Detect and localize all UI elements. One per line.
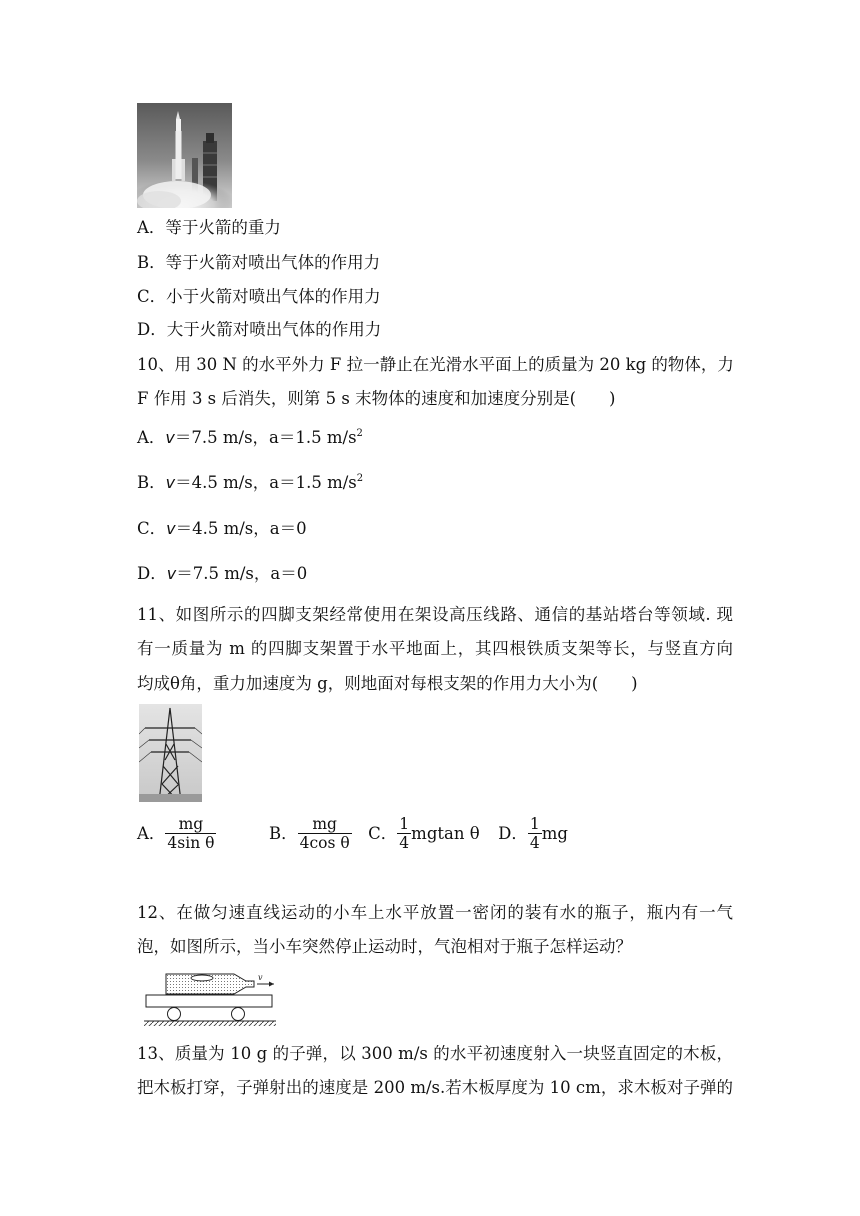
velocity-symbol: v: [166, 519, 176, 538]
q10-option-b: [137, 472, 363, 494]
numerator: 1: [399, 815, 410, 833]
q11-stem-line3: 均成θ角，重力加速度为 g，则地面对每根支架的作用力大小为( ): [137, 674, 638, 693]
q11-option-a-fraction: [165, 815, 216, 852]
cart-bottle-diagram: [142, 968, 278, 1028]
q11-option-b-label: B．: [268, 823, 298, 843]
rocket-launch-image: [137, 103, 232, 208]
q11-stem-line2: 有一质量为 m 的四脚支架置于水平地面上，其四根铁质支架等长，与竖直方向: [137, 639, 733, 658]
numerator: 1: [529, 815, 540, 833]
q9-option-d: D．大于火箭对喷出气体的作用力: [137, 320, 382, 339]
q10-option-d: [137, 563, 307, 585]
option-text: ＝7.5 m/s，a＝0: [176, 564, 308, 583]
q9-option-c: C．小于火箭对喷出气体的作用力: [137, 287, 381, 306]
q11-stem-line1: 11、如图所示的四脚支架经常使用在架设高压线路、通信的基站塔台等领域. 现: [137, 605, 733, 624]
option-label: A．: [137, 428, 166, 447]
option-text: ＝4.5 m/s，a＝1.5 m/s: [175, 473, 357, 492]
q11-option-b-fraction: [298, 815, 352, 852]
q12-stem-line1: 12、在做匀速直线运动的小车上水平放置一密闭的装有水的瓶子，瓶内有一气: [137, 903, 733, 922]
q11-option-d-rest: mg: [541, 823, 568, 843]
q13-stem-line1: 13、质量为 10 g 的子弹，以 300 m/s 的水平初速度射入一块竖直固定的木板，: [137, 1044, 733, 1063]
numerator: mg: [312, 815, 337, 833]
velocity-symbol: v: [165, 473, 176, 492]
q10-stem-line2: F 作用 3 s 后消失，则第 5 s 末物体的速度和加速度分别是( ): [137, 389, 616, 408]
denominator: 4sin θ: [167, 834, 215, 852]
q10-option-c: [137, 518, 307, 540]
q11-option-c-rest: mgtan θ: [411, 823, 480, 843]
option-label: D．: [137, 564, 167, 583]
denominator: 4: [399, 834, 410, 852]
q11-option-c-fraction: [397, 815, 411, 852]
superscript: 2: [356, 428, 363, 439]
option-text: ＝4.5 m/s，a＝0: [175, 519, 307, 538]
numerator: mg: [178, 815, 204, 833]
velocity-symbol: v: [166, 564, 177, 583]
q11-option-d-fraction: [528, 815, 542, 852]
transmission-tower-image: [139, 704, 202, 802]
q13-stem-line2: 把木板打穿，子弹射出的速度是 200 m/s.若木板厚度为 10 cm，求木板对子弹的: [137, 1078, 733, 1097]
option-label: C．: [137, 519, 167, 538]
q9-option-b: B．等于火箭对喷出气体的作用力: [137, 253, 381, 272]
denominator: 4cos θ: [299, 834, 350, 852]
option-label: B．: [137, 473, 166, 492]
velocity-label: v: [258, 973, 263, 982]
velocity-symbol: v: [165, 428, 175, 447]
q11-option-c-label: C．: [368, 823, 398, 843]
q10-stem-line1: 10、用 30 N 的水平外力 F 拉一静止在光滑水平面上的质量为 20 kg 的物体，力: [137, 355, 734, 374]
q10-option-a: [137, 427, 363, 449]
q11-options: [137, 813, 568, 854]
q9-option-a: A．等于火箭的重力: [137, 218, 281, 237]
denominator: 4: [529, 834, 540, 852]
q11-option-a-label: A．: [137, 823, 166, 843]
option-text: ＝7.5 m/s，a＝1.5 m/s: [174, 428, 357, 447]
q12-stem-line2: 泡，如图所示，当小车突然停止运动时，气泡相对于瓶子怎样运动？: [137, 937, 632, 956]
superscript: 2: [356, 473, 364, 484]
q11-option-d-label: D．: [498, 823, 528, 843]
